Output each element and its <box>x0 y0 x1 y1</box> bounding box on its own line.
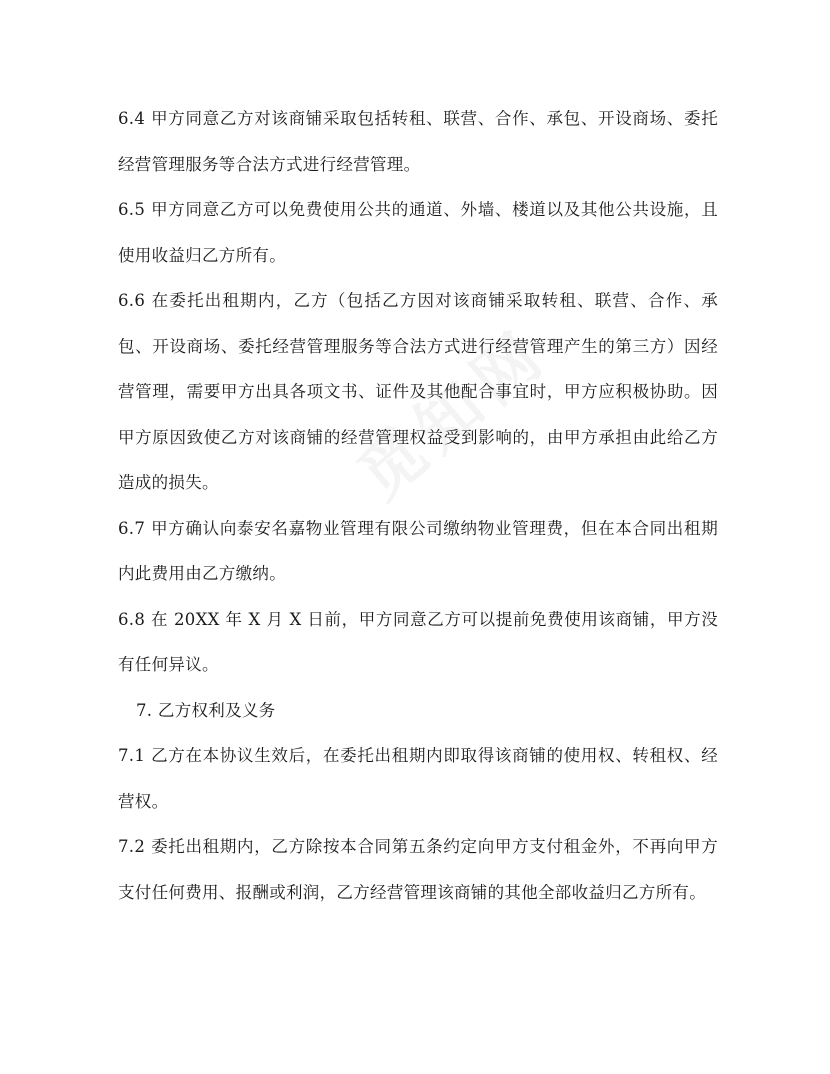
section-7-heading: 7. 乙方权利及义务 <box>136 700 276 720</box>
clause-6-8: 6.8 在 20XX 年 X 月 X 日前，甲方同意乙方可以提前免费使用该商铺，甲方没有任何异议。 <box>118 609 718 674</box>
clause-6-5: 6.5 甲方同意乙方可以免费使用公共的通道、外墙、楼道以及其他公共设施，且使用收益归乙方所有。 <box>118 200 718 265</box>
clause-7-1: 7.1 乙方在本协议生效后，在委托出租期内即取得该商铺的使用权、转租权、经营权。 <box>118 746 718 811</box>
clause-6-7: 6.7 甲方确认向泰安名嘉物业管理有限公司缴纳物业管理费，但在本合同出租期内此费用由乙方缴纳。 <box>118 518 718 583</box>
clause-6-6: 6.6 在委托出租期内，乙方（包括乙方因对该商铺采取转租、联营、合作、承包、开设商场、委托经营管理服务等合法方式进行经营管理产生的第三方）因经营管理，需要甲方出具各项文书、证件及其他配合事宜时，甲方应积极协助。因甲方原因致使乙方对该商铺的经营管理权益受到影响的，由甲方承担由此给乙方造成的损失。 <box>118 291 718 492</box>
document-body <box>118 96 718 915</box>
clause-6-4: 6.4 甲方同意乙方对该商铺采取包括转租、联营、合作、承包、开设商场、委托经营管理服务等合法方式进行经营管理。 <box>118 109 718 174</box>
clause-7-2: 7.2 委托出租期内，乙方除按本合同第五条约定向甲方支付租金外，不再向甲方支付任何费用、报酬或利润，乙方经营管理该商铺的其他全部收益归乙方所有。 <box>118 837 718 902</box>
